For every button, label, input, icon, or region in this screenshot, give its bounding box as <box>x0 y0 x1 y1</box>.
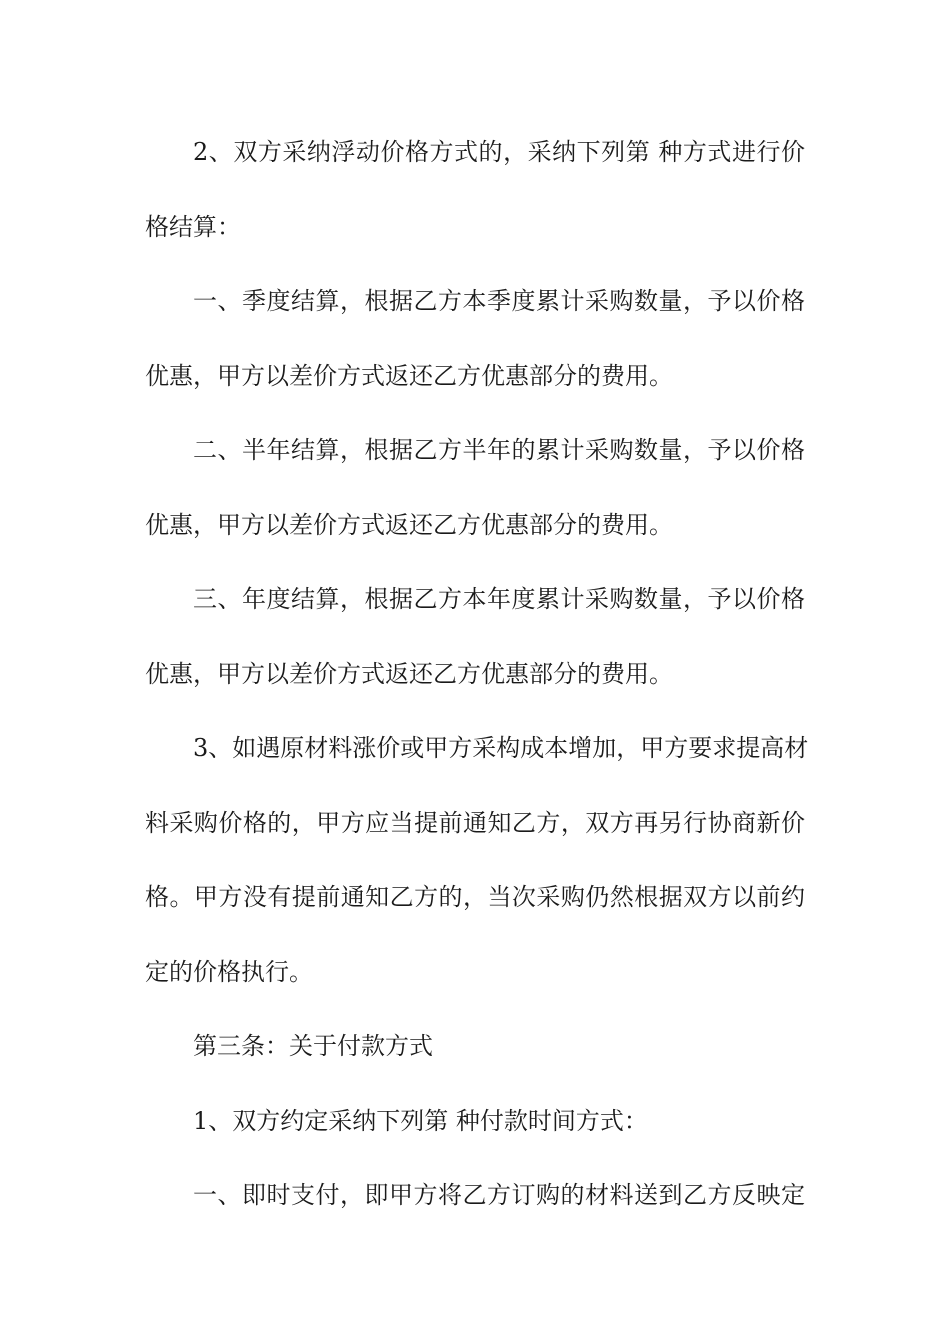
paragraph-line: 定的价格执行。 <box>145 958 313 986</box>
paragraph-line: 一、季度结算，根据乙方本季度累计采购数量，予以价格 <box>193 287 805 315</box>
paragraph-line: 1、双方约定采纳下列第 种付款时间方式： <box>193 1107 648 1135</box>
paragraph-line: 格。甲方没有提前通知乙方的，当次采购仍然根据双方以前约 <box>145 883 805 911</box>
paragraph-line: 2、双方采纳浮动价格方式的，采纳下列第 种方式进行价 <box>193 138 805 166</box>
paragraph-line: 料采购价格的，甲方应当提前通知乙方，双方再另行协商新价 <box>145 809 805 837</box>
paragraph-line: 二、半年结算，根据乙方半年的累计采购数量，予以价格 <box>193 436 805 464</box>
paragraph-line: 格结算： <box>145 213 241 241</box>
section-heading: 第三条：关于付款方式 <box>193 1032 433 1060</box>
paragraph-line: 三、年度结算，根据乙方本年度累计采购数量，予以价格 <box>193 585 805 613</box>
paragraph-line: 优惠，甲方以差价方式返还乙方优惠部分的费用。 <box>145 362 673 390</box>
paragraph-line: 一、即时支付，即甲方将乙方订购的材料送到乙方反映定 <box>193 1181 805 1209</box>
paragraph-line: 优惠，甲方以差价方式返还乙方优惠部分的费用。 <box>145 511 673 539</box>
paragraph-line: 3、如遇原材料涨价或甲方采构成本增加，甲方要求提高材 <box>193 734 809 762</box>
paragraph-line: 优惠，甲方以差价方式返还乙方优惠部分的费用。 <box>145 660 673 688</box>
